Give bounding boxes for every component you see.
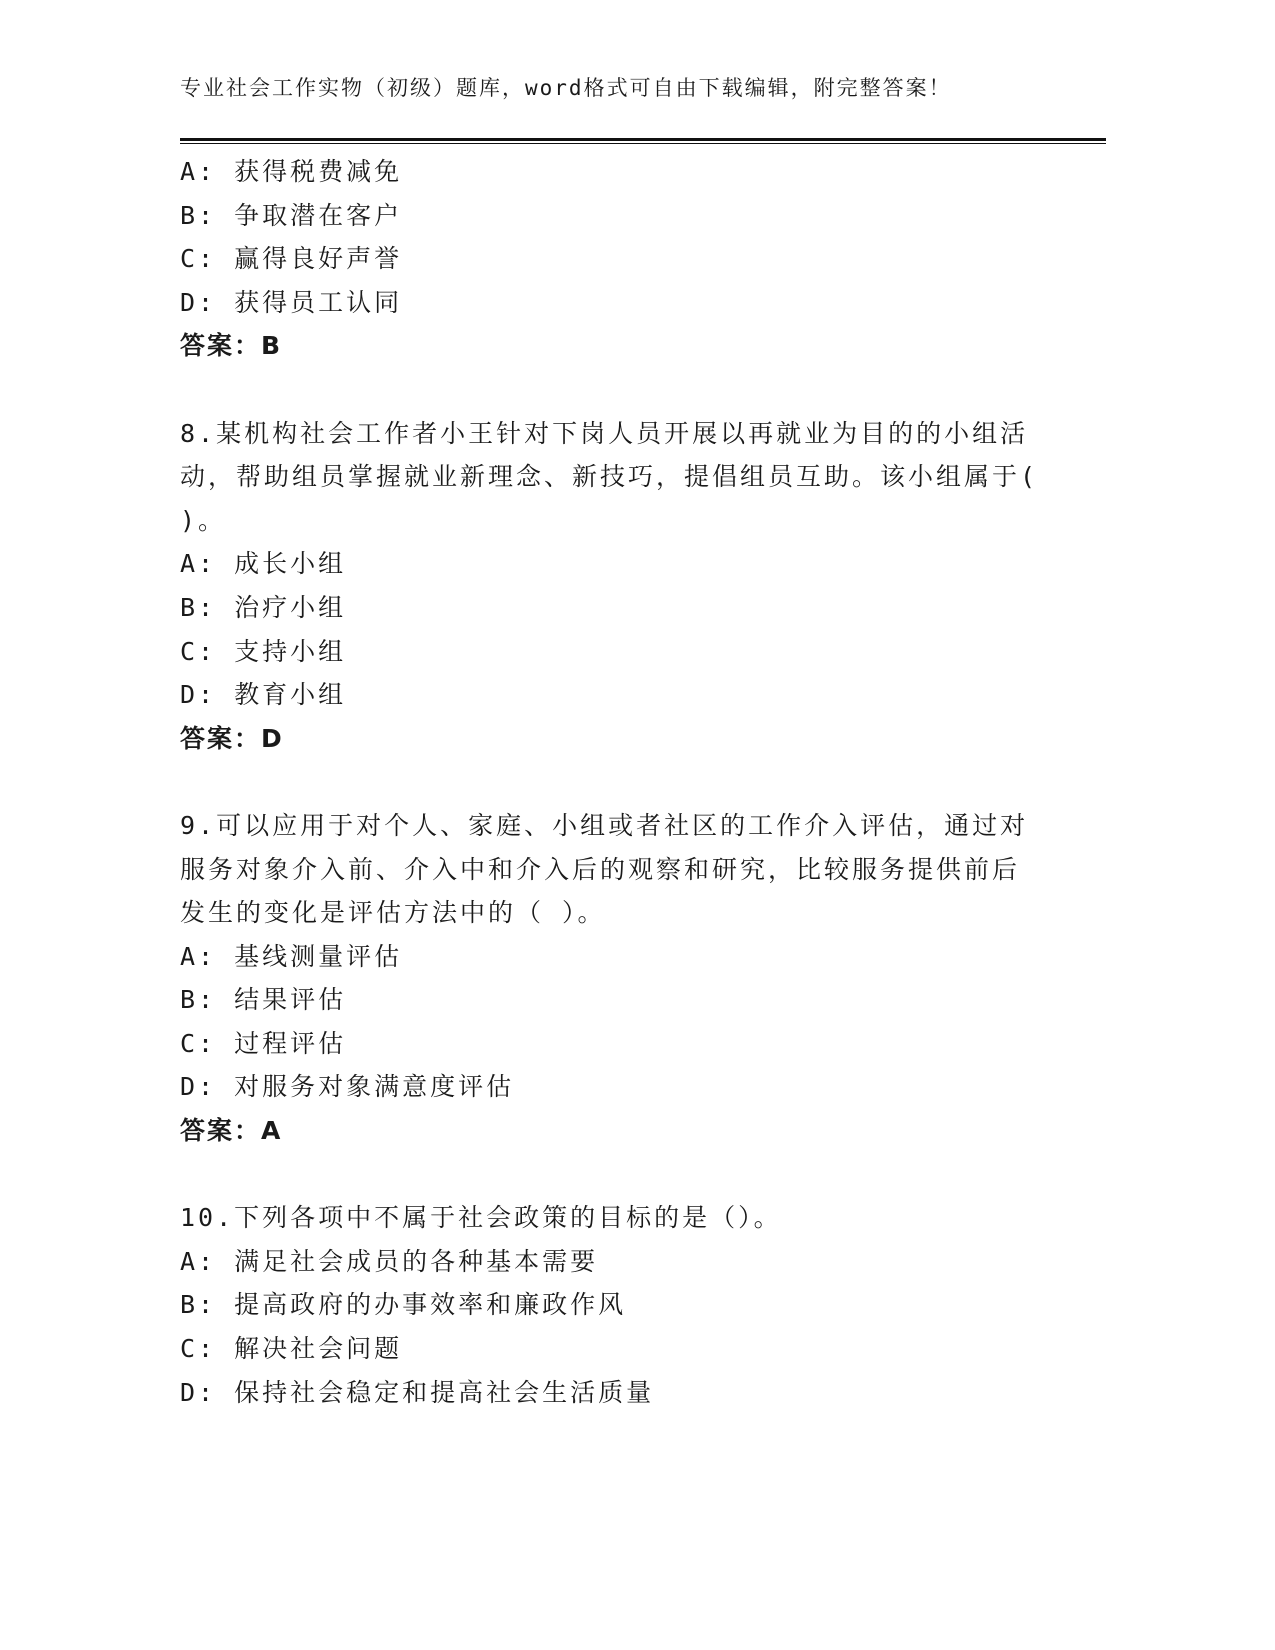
option-d: D: 对服务对象满意度评估: [180, 1072, 515, 1102]
answer-line: 答案：D: [180, 723, 284, 753]
question-stem-line: )。: [180, 505, 227, 535]
question-stem-line: 9.可以应用于对个人、家庭、小组或者社区的工作介入评估，通过对: [180, 810, 1029, 840]
option-b: B: 结果评估: [180, 985, 347, 1015]
option-a: A: 基线测量评估: [180, 941, 403, 971]
question-stem-line: 8.某机构社会工作者小王针对下岗人员开展以再就业为目的的小组活: [180, 418, 1029, 448]
question-fragment: [180, 150, 1060, 368]
option-b: B: 治疗小组: [180, 592, 347, 622]
document-body: [180, 150, 1060, 1414]
answer-line: 答案：A: [180, 1116, 283, 1146]
page-header: 专业社会工作实物（初级）题库，word格式可自由下载编辑，附完整答案！: [180, 76, 952, 100]
option-a: A: 满足社会成员的各种基本需要: [180, 1246, 599, 1276]
option-b: B: 提高政府的办事效率和廉政作风: [180, 1290, 627, 1320]
option-b: B: 争取潜在客户: [180, 200, 403, 230]
option-d: D: 获得员工认同: [180, 287, 403, 317]
spacer: [180, 1153, 1060, 1197]
question-stem-line: 发生的变化是评估方法中的（ ）。: [180, 898, 606, 928]
question-stem-line: 10.下列各项中不属于社会政策的目标的是（）。: [180, 1203, 782, 1233]
spacer: [180, 760, 1060, 804]
question-10: [180, 1196, 1060, 1414]
question-9: [180, 804, 1060, 1153]
question-8: [180, 412, 1060, 761]
option-d: D: 教育小组: [180, 680, 347, 710]
option-a: A: 成长小组: [180, 549, 347, 579]
option-c: C: 解决社会问题: [180, 1334, 403, 1364]
header-divider: [180, 138, 1106, 144]
spacer: [180, 368, 1060, 412]
option-c: C: 赢得良好声誉: [180, 244, 403, 274]
question-stem-line: 动，帮助组员掌握就业新理念、新技巧，提倡组员互助。该小组属于(: [180, 462, 1039, 492]
option-c: C: 过程评估: [180, 1028, 347, 1058]
option-c: C: 支持小组: [180, 636, 347, 666]
question-stem-line: 服务对象介入前、介入中和介入后的观察和研究，比较服务提供前后: [180, 854, 1021, 884]
option-a: A: 获得税费减免: [180, 157, 403, 186]
option-d: D: 保持社会稳定和提高社会生活质量: [180, 1377, 655, 1407]
answer-line: 答案：B: [180, 331, 283, 361]
